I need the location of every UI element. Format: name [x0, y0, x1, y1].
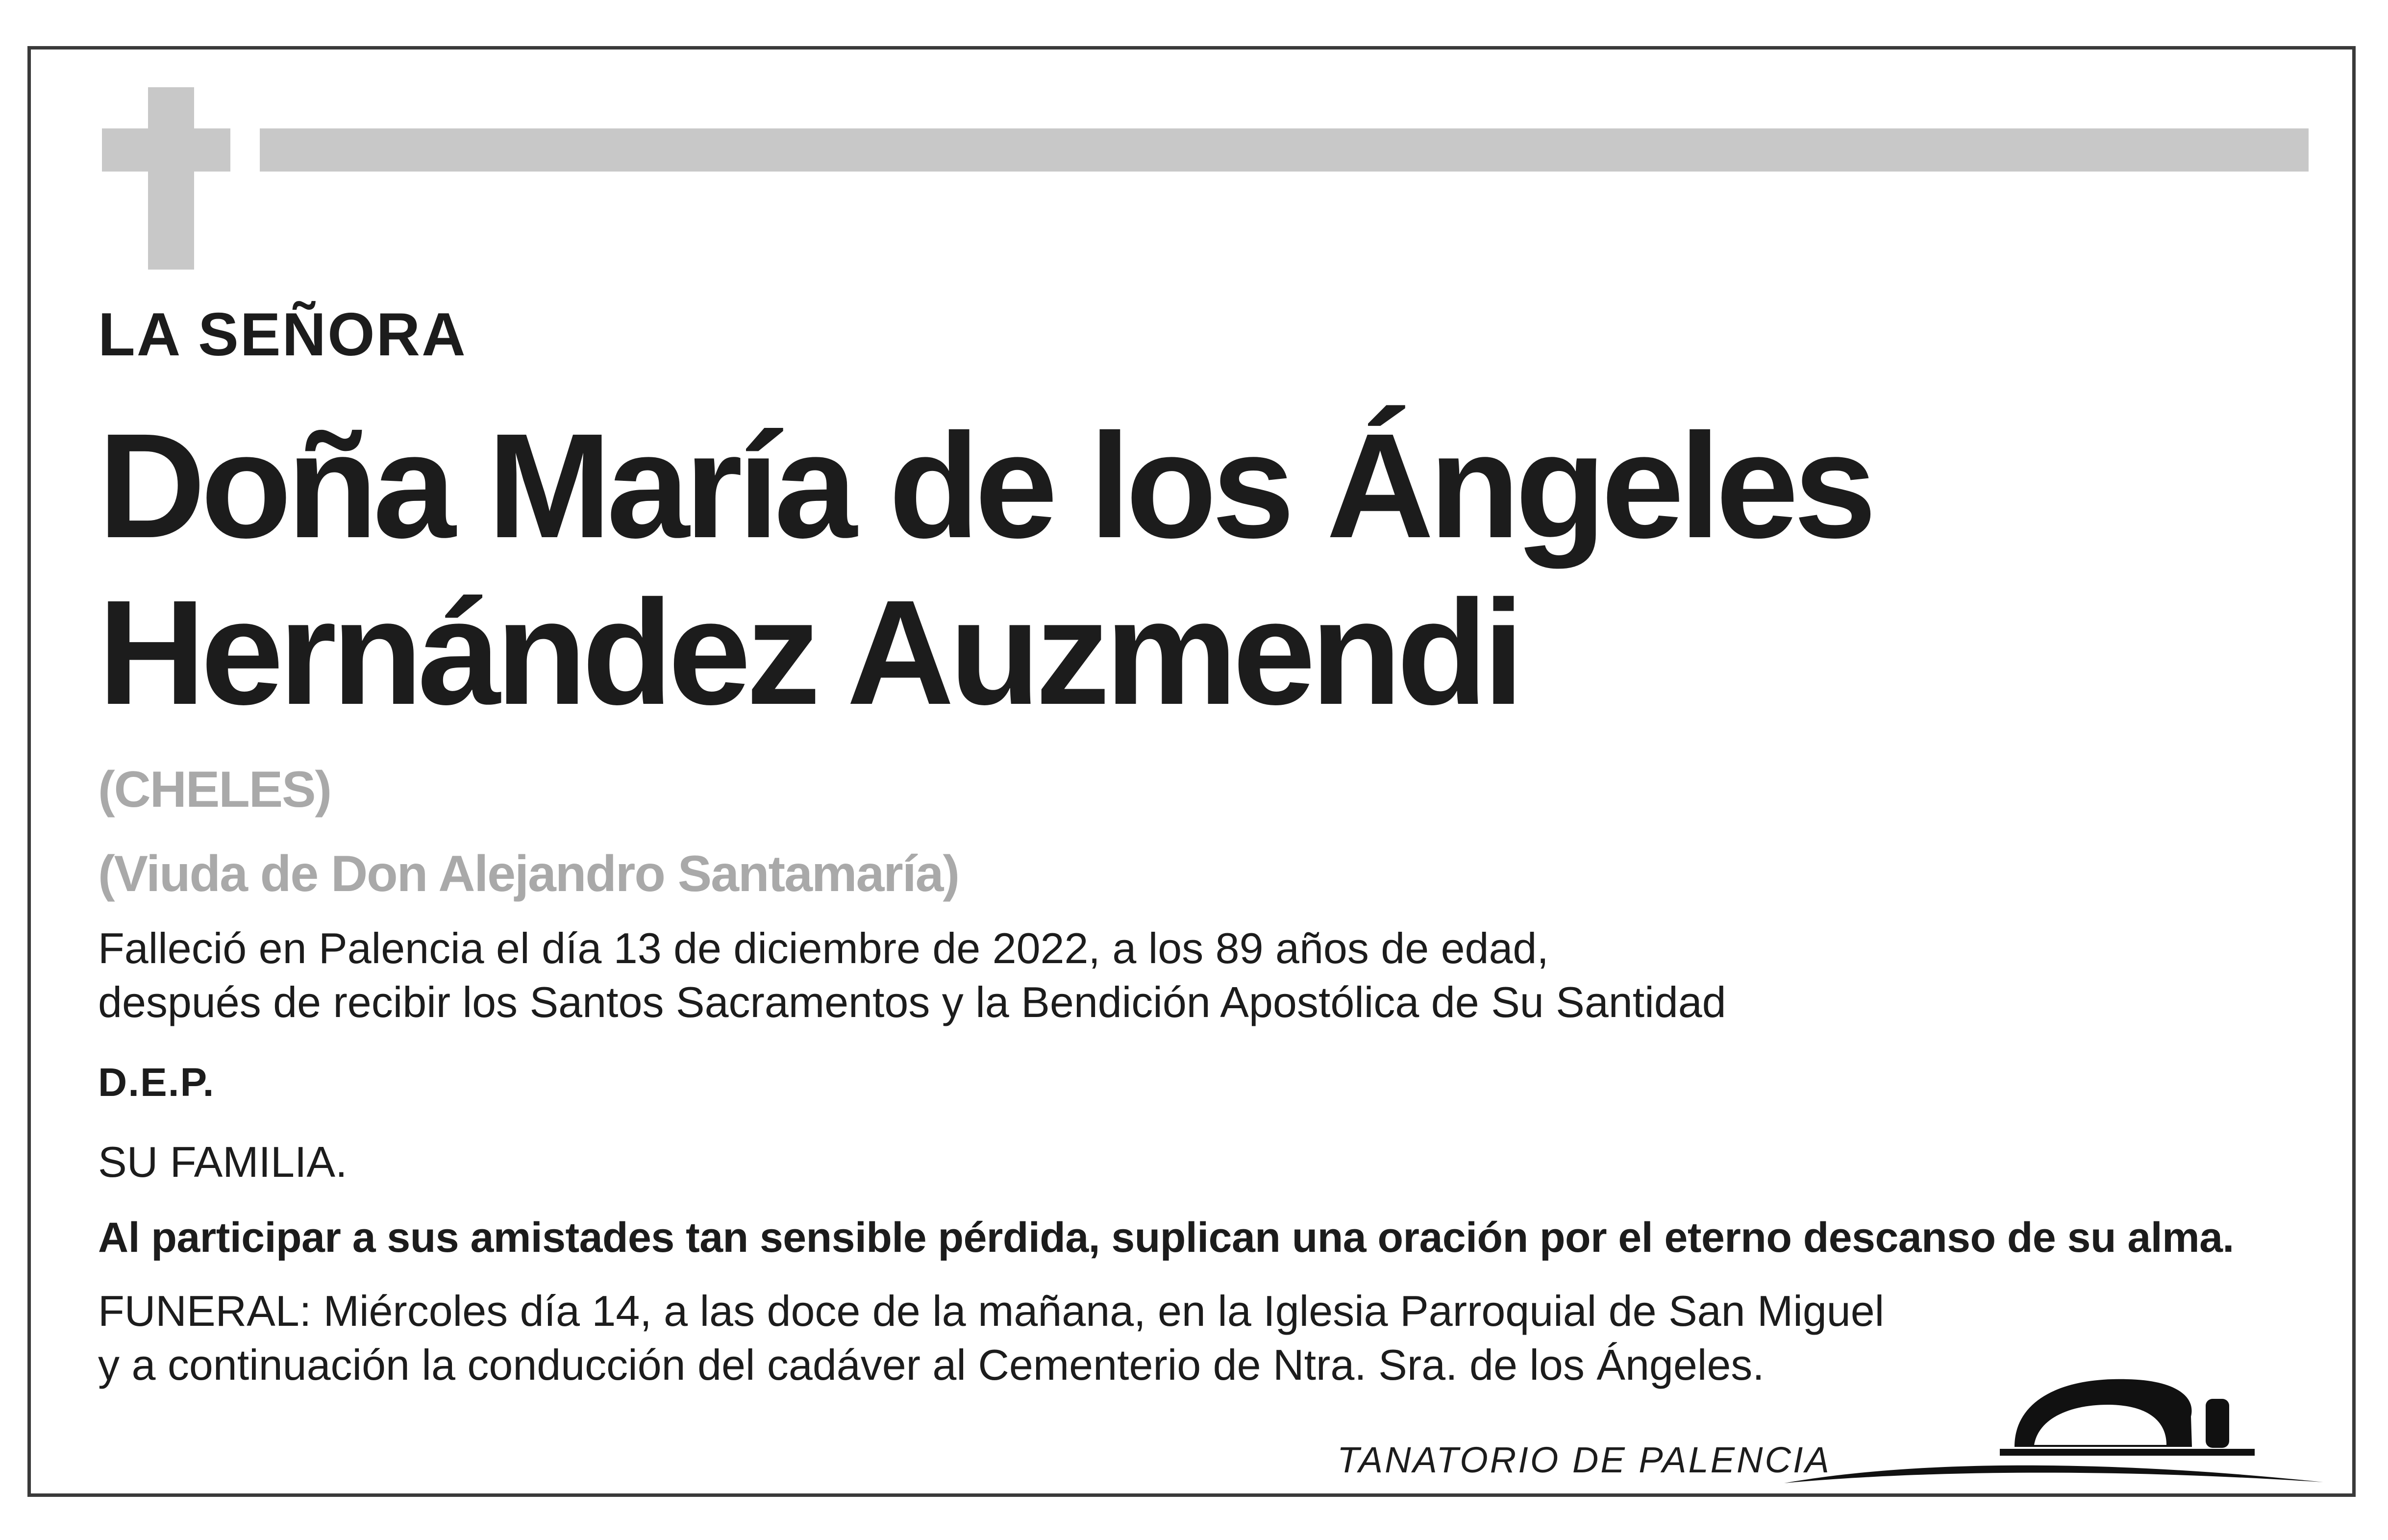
- tanatorio-logo: [1784, 1363, 2343, 1510]
- death-details-line-2: después de recibir los Santos Sacramentos y la Bendición Apostólica de Su Santidad: [98, 978, 1726, 1026]
- nickname: (CHELES): [98, 761, 331, 818]
- logo-swoosh: [1784, 1465, 2323, 1483]
- deceased-name-line-2: Hernández Auzmendi: [98, 570, 1519, 736]
- honorific-title: LA SEÑORA: [98, 301, 467, 369]
- funeral-details-line-1: FUNERAL: Miércoles día 14, a las doce de la mañana, en la Iglesia Parroquial de San Miguel: [98, 1287, 1885, 1335]
- deceased-name-line-1: Doña María de los Ángeles: [98, 403, 1872, 569]
- death-details: [98, 921, 1726, 1029]
- header-rule: [260, 128, 2309, 172]
- notice-frame: [27, 46, 2356, 1497]
- logo-base: [2000, 1449, 2255, 1456]
- family-signature: SU FAMILIA.: [98, 1138, 348, 1186]
- funeral-home-name: TANATORIO DE PALENCIA: [1337, 1440, 1831, 1480]
- rip-text: D.E.P.: [98, 1060, 215, 1105]
- cross-horizontal-bar: [102, 128, 230, 172]
- prayer-request: Al participar a sus amistades tan sensible pérdida, suplican una oración por el eterno descanso de su alma.: [98, 1214, 2234, 1261]
- widow-of: (Viuda de Don Alejandro Santamaría): [98, 845, 959, 902]
- cross-vertical-bar: [148, 87, 194, 270]
- logo-door: [2206, 1399, 2229, 1448]
- funeral-details-line-2: y a continuación la conducción del cadáver al Cementerio de Ntra. Sra. de los Ángeles.: [98, 1341, 1765, 1389]
- funeral-details: [98, 1284, 1884, 1392]
- death-details-line-1: Falleció en Palencia el día 13 de diciembre de 2022, a los 89 años de edad,: [98, 924, 1549, 972]
